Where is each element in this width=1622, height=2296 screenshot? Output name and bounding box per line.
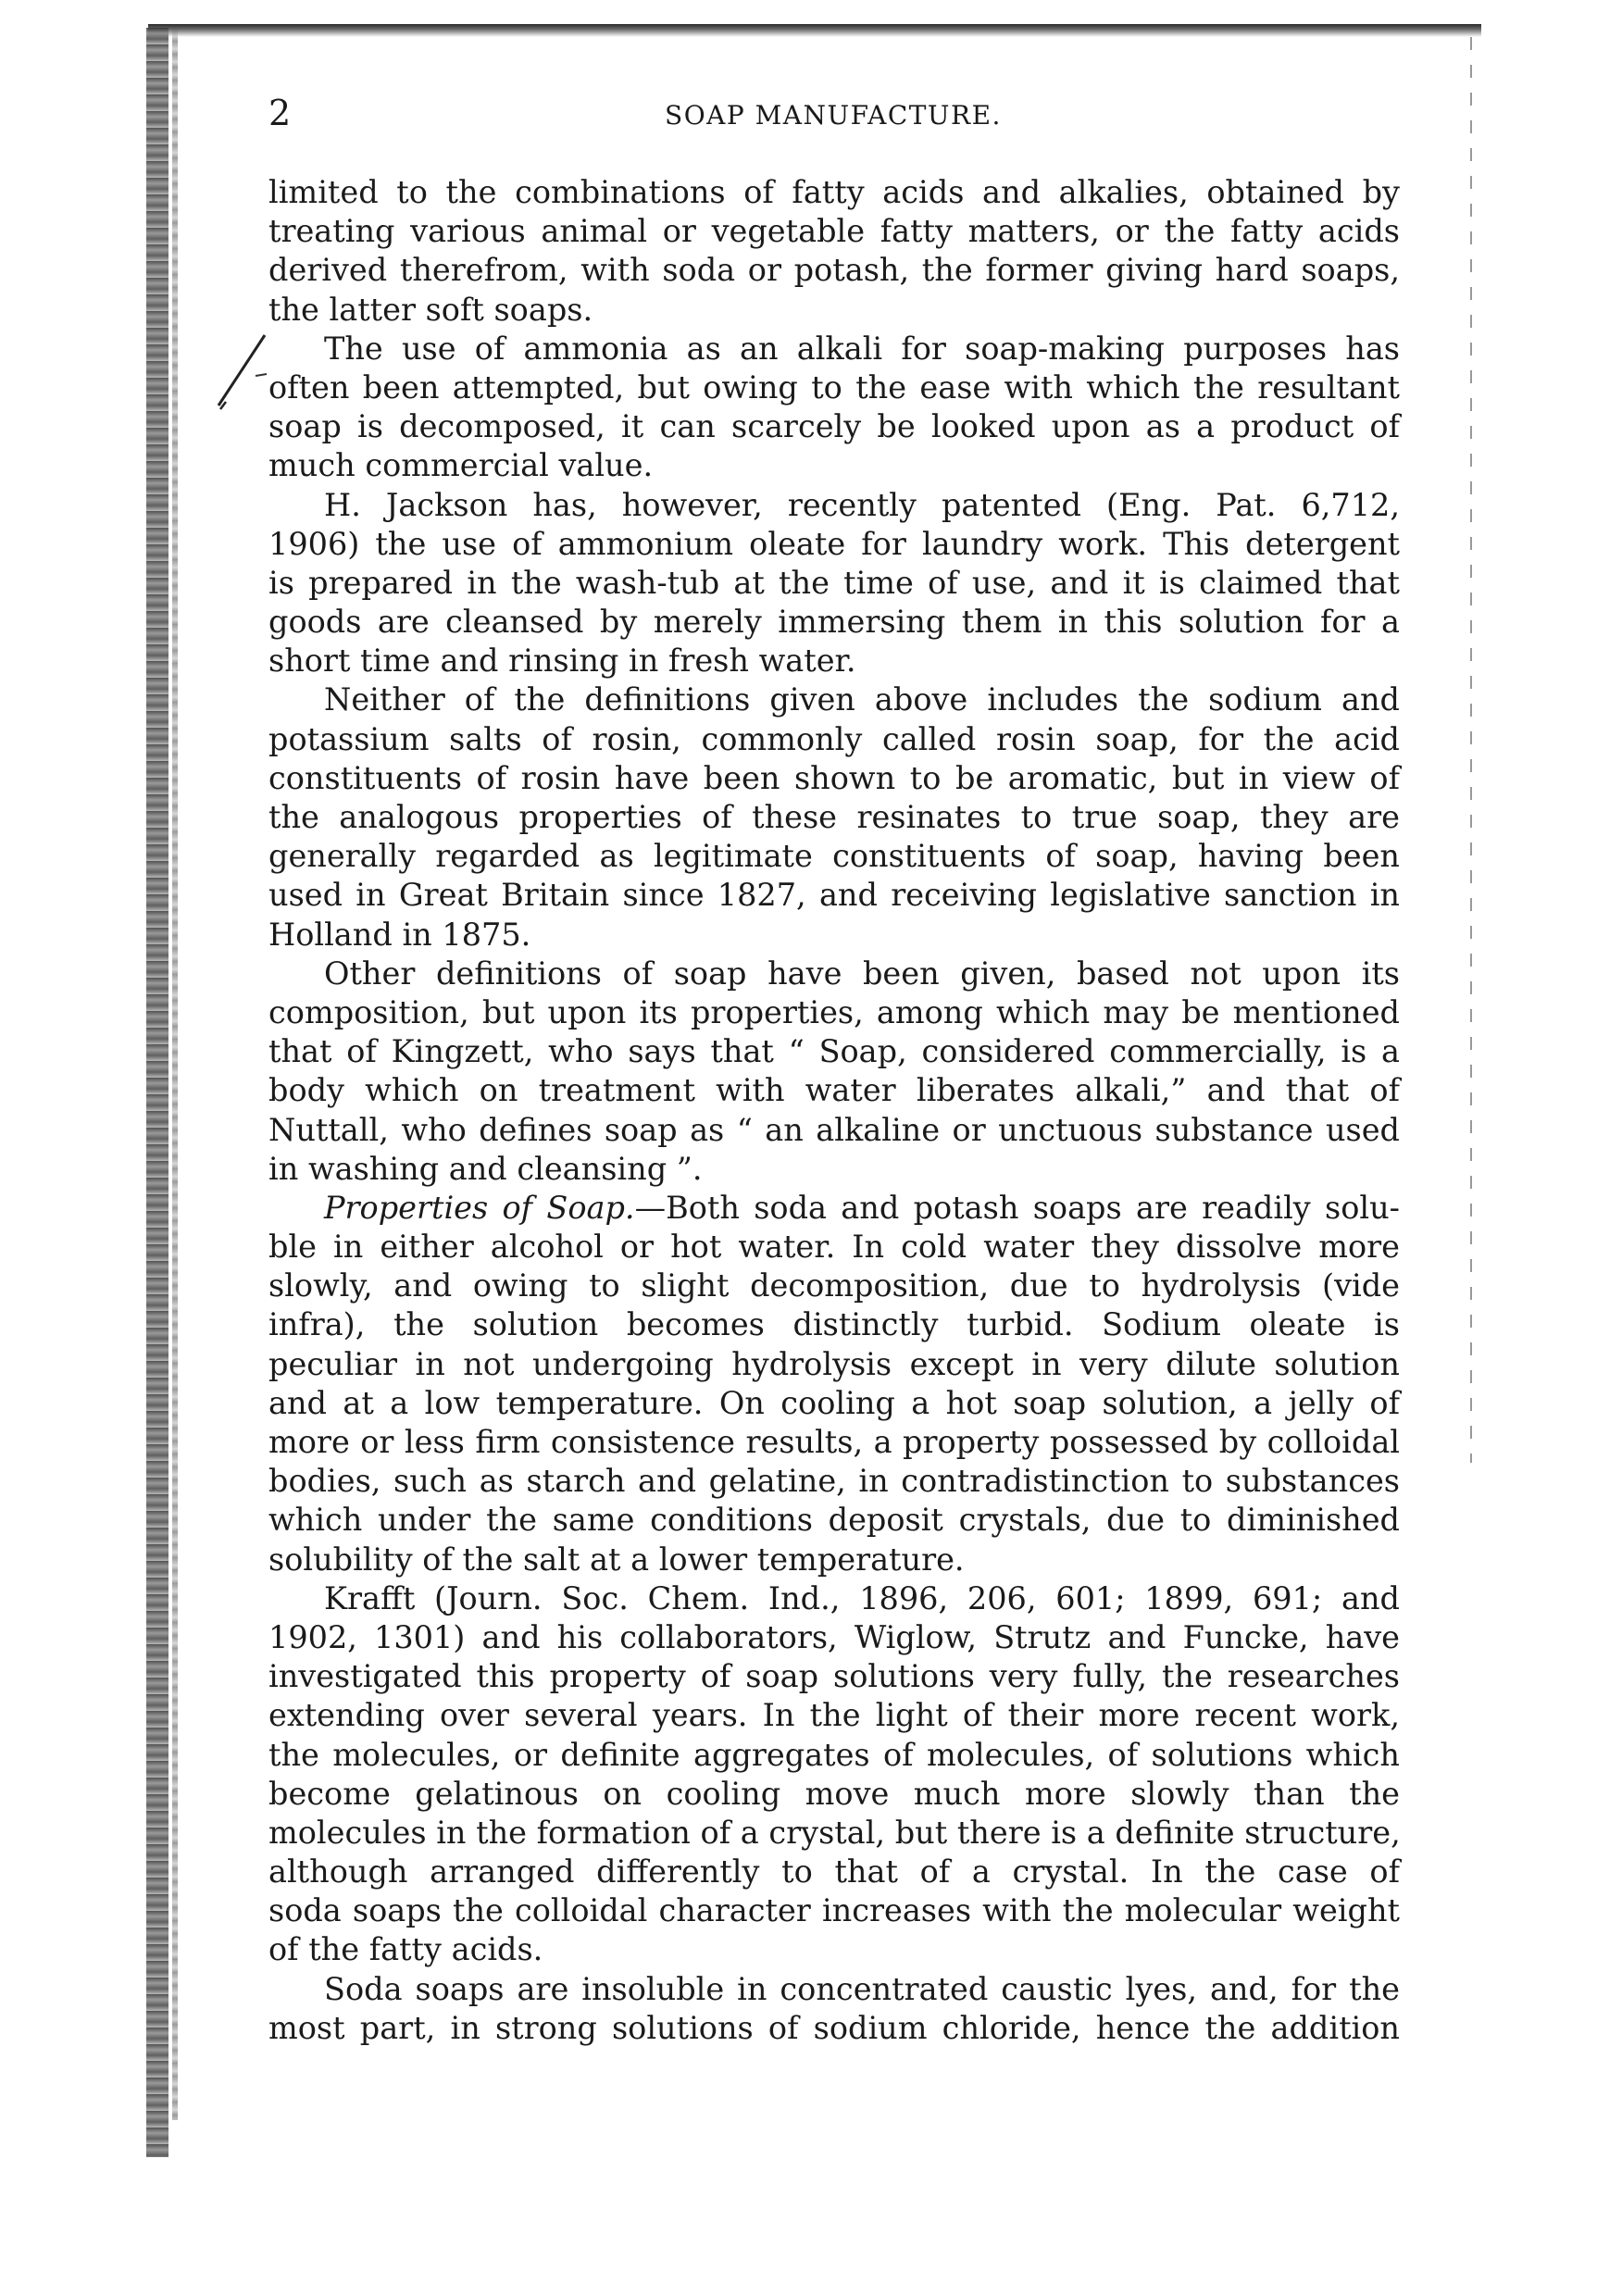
text-line: molecules in the formation of a crystal, but there is a definite structure, (268, 1814, 1401, 1851)
text-line: treating various animal or vegetable fatty matters, or the fatty acids (268, 213, 1400, 250)
text-line: H. Jackson has, however, recently patented (Eng. Pat. 6,712, (324, 486, 1400, 523)
text-line: extending over several years. In the light of their more recent work, (268, 1697, 1400, 1734)
text-line: Soda soaps are insoluble in concentrated caustic lyes, and, for the (324, 1970, 1400, 2007)
text-line: investigated this property of soap solutions very fully, the researches (268, 1658, 1400, 1695)
page-right-margin-line (1470, 37, 1472, 1463)
text-line: solubility of the salt at a lower temperature. (268, 1541, 965, 1578)
text-line: most part, in strong solutions of sodium chloride, hence the addition (268, 2009, 1400, 2046)
body-text (268, 173, 1400, 2048)
text-line: the analogous properties of these resinates to true soap, they are (268, 799, 1400, 835)
book-spine-shadow (146, 28, 168, 2157)
text-line: Neither of the definitions given above includes the sodium and (324, 681, 1400, 718)
page-top-edge-shadow (148, 24, 1481, 37)
text-line: used in Great Britain since 1827, and receiving legislative sanction in (268, 877, 1400, 914)
text-line: the latter soft soaps. (268, 291, 593, 328)
text-line: that of Kingzett, who says that “ Soap, considered commercially, is a (268, 1033, 1400, 1070)
text-line: potassium salts of rosin, commonly called rosin soap, for the acid (268, 720, 1400, 757)
text-line: is prepared in the wash-tub at the time of use, and it is claimed that (268, 564, 1400, 601)
text-line: often been attempted, but owing to the ease with which the resultant (268, 368, 1400, 406)
page-header (268, 93, 1398, 139)
text-line: although arranged differently to that of a crystal. In the case of (268, 1853, 1400, 1890)
text-line: which under the same conditions deposit crystals, due to diminished (268, 1502, 1400, 1539)
running-head: SOAP MANUFACTURE. (665, 100, 1002, 131)
text-line: and at a low temperature. On cooling a hot soap solution, a jelly of (268, 1384, 1400, 1421)
text-line: composition, but upon its properties, among which may be mentioned (268, 993, 1400, 1030)
text-line: generally regarded as legitimate constituents of soap, having been (268, 838, 1400, 875)
page-number: 2 (268, 93, 292, 133)
text-line: limited to the combinations of fatty acids and alkalies, obtained by (268, 174, 1400, 210)
text-line: become gelatinous on cooling move much more slowly than the (268, 1775, 1400, 1812)
text-line: body which on treatment with water liberates alkali,” and that of (268, 1072, 1400, 1109)
text-line: soda soaps the colloidal character increases with the molecular weight (268, 1892, 1400, 1929)
text-line: Krafft (Journ. Soc. Chem. Ind., 1896, 206, 601; 1899, 691; and (324, 1579, 1400, 1616)
text-line: slowly, and owing to slight decomposition, due to hydrolysis (vide (268, 1267, 1400, 1304)
text-line: short time and rinsing in fresh water. (268, 643, 856, 680)
text-line: peculiar in not undergoing hydrolysis except in very dilute solution (268, 1345, 1400, 1382)
text-line: soap is decomposed, it can scarcely be looked upon as a product of (268, 408, 1400, 445)
text-line: ble in either alcohol or hot water. In cold water they dissolve more (268, 1229, 1400, 1266)
text-line: bodies, such as starch and gelatine, in contradistinction to substances (268, 1463, 1400, 1500)
text-line: Properties of Soap.—Both soda and potash soaps are readily solu- (324, 1189, 1401, 1226)
text-line: in washing and cleansing ”. (268, 1150, 703, 1187)
text-line: The use of ammonia as an alkali for soap-making purposes has (324, 330, 1400, 367)
pencil-margin-mark-icon (211, 331, 276, 415)
text-line: 1902, 1301) and his collaborators, Wiglow, Strutz and Funcke, have (268, 1618, 1400, 1655)
text-line: derived therefrom, with soda or potash, the former giving hard soaps, (268, 252, 1400, 289)
text-line: Holland in 1875. (268, 916, 531, 953)
book-spine-shadow-inner (172, 28, 178, 2120)
text-line: the molecules, or definite aggregates of molecules, of solutions which (268, 1736, 1400, 1773)
text-line: Other definitions of soap have been given, based not upon its (324, 955, 1400, 992)
text-line: 1906) the use of ammonium oleate for laundry work. This detergent (268, 525, 1400, 562)
text-line: more or less firm consistence results, a property possessed by colloidal (268, 1424, 1400, 1460)
text-line: Nuttall, who defines soap as “ an alkaline or unctuous substance used (268, 1111, 1400, 1148)
text-line: of the fatty acids. (268, 1931, 543, 1968)
text-line: goods are cleansed by merely immersing them in this solution for a (268, 604, 1400, 641)
text-line: infra), the solution becomes distinctly turbid. Sodium oleate is (268, 1306, 1400, 1343)
text-line: much commercial value. (268, 447, 654, 484)
text-line: constituents of rosin have been shown to be aromatic, but in view of (268, 759, 1400, 796)
